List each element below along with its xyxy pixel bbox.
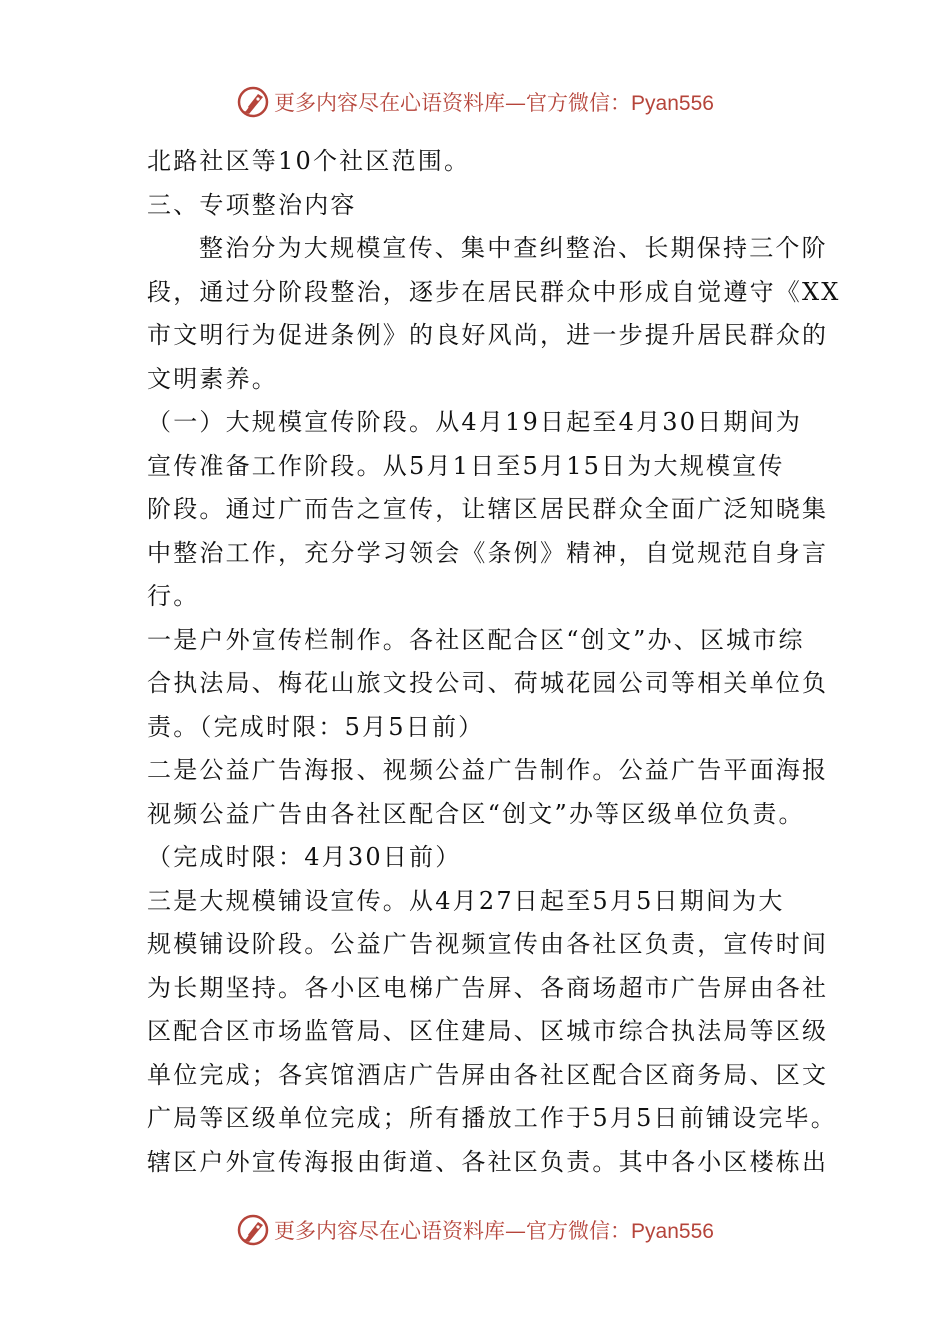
body-line: 整治分为大规模宣传、集中查纠整治、长期保持三个阶	[199, 234, 828, 262]
section-heading: 三、专项整治内容	[147, 190, 357, 219]
watermark-wechat-id: Pyan556	[631, 1220, 714, 1243]
body-line: 合执法局、梅花山旅文投公司、荷城花园公司等相关单位负	[147, 669, 829, 697]
body-line: 责。（完成时限：5月5日前）	[147, 712, 485, 741]
header-watermark	[0, 82, 950, 122]
body-line: 二是公益广告海报、视频公益广告制作。公益广告平面海报	[147, 756, 829, 784]
body-line: 单位完成；各宾馆酒店广告屏由各社区配合区商务局、区文	[147, 1060, 829, 1089]
watermark-text: 更多内容尽在心语资料库—官方微信：Pyan556	[274, 91, 714, 115]
body-line: 中整治工作，充分学习领会《条例》精神，自觉规范自身言	[147, 538, 829, 567]
document-body	[147, 140, 841, 1184]
body-line: （完成时限：4月30日前）	[147, 843, 462, 871]
watermark-text: 更多内容尽在心语资料库—官方微信：Pyan556	[274, 1219, 714, 1243]
body-line: 一是户外宣传栏制作。各社区配合区“创文”办、区城市综	[147, 625, 805, 654]
watermark-wechat-id: Pyan556	[631, 92, 714, 115]
body-line: 市文明行为促进条例》的良好风尚，进一步提升居民群众的	[147, 321, 829, 349]
body-line: 段，通过分阶段整治，逐步在居民群众中形成自觉遵守《XX	[147, 277, 841, 306]
body-line: 行。	[147, 582, 200, 610]
pen-nib-circle-logo-icon	[236, 85, 270, 119]
body-line: 区配合区市场监管局、区住建局、区城市综合执法局等区级	[147, 1017, 829, 1045]
body-line: 辖区户外宣传海报由街道、各社区负责。其中各小区楼栋出	[147, 1147, 829, 1176]
body-line: 为长期坚持。各小区电梯广告屏、各商场超市广告屏由各社	[147, 973, 829, 1002]
subsection-heading: （一）大规模宣传阶段。从4月19日起至4月30日期间为	[147, 408, 803, 436]
pen-nib-circle-logo-icon	[236, 1213, 270, 1247]
body-line: 规模铺设阶段。公益广告视频宣传由各社区负责，宣传时间	[147, 930, 829, 958]
body-line: 视频公益广告由各社区配合区“创文”办等区级单位负责。	[147, 799, 805, 828]
body-line: 文明素养。	[147, 364, 278, 393]
footer-watermark	[0, 1210, 950, 1250]
body-line: 北路社区等10个社区范围。	[147, 147, 471, 175]
body-line: 宣传准备工作阶段。从5月1日至5月15日为大规模宣传	[147, 451, 785, 480]
body-line: 广局等区级单位完成；所有播放工作于5月5日前铺设完毕。	[147, 1104, 837, 1132]
body-line: 三是大规模铺设宣传。从4月27日起至5月5日期间为大	[147, 886, 785, 915]
body-line: 阶段。通过广而告之宣传，让辖区居民群众全面广泛知晓集	[147, 495, 829, 523]
